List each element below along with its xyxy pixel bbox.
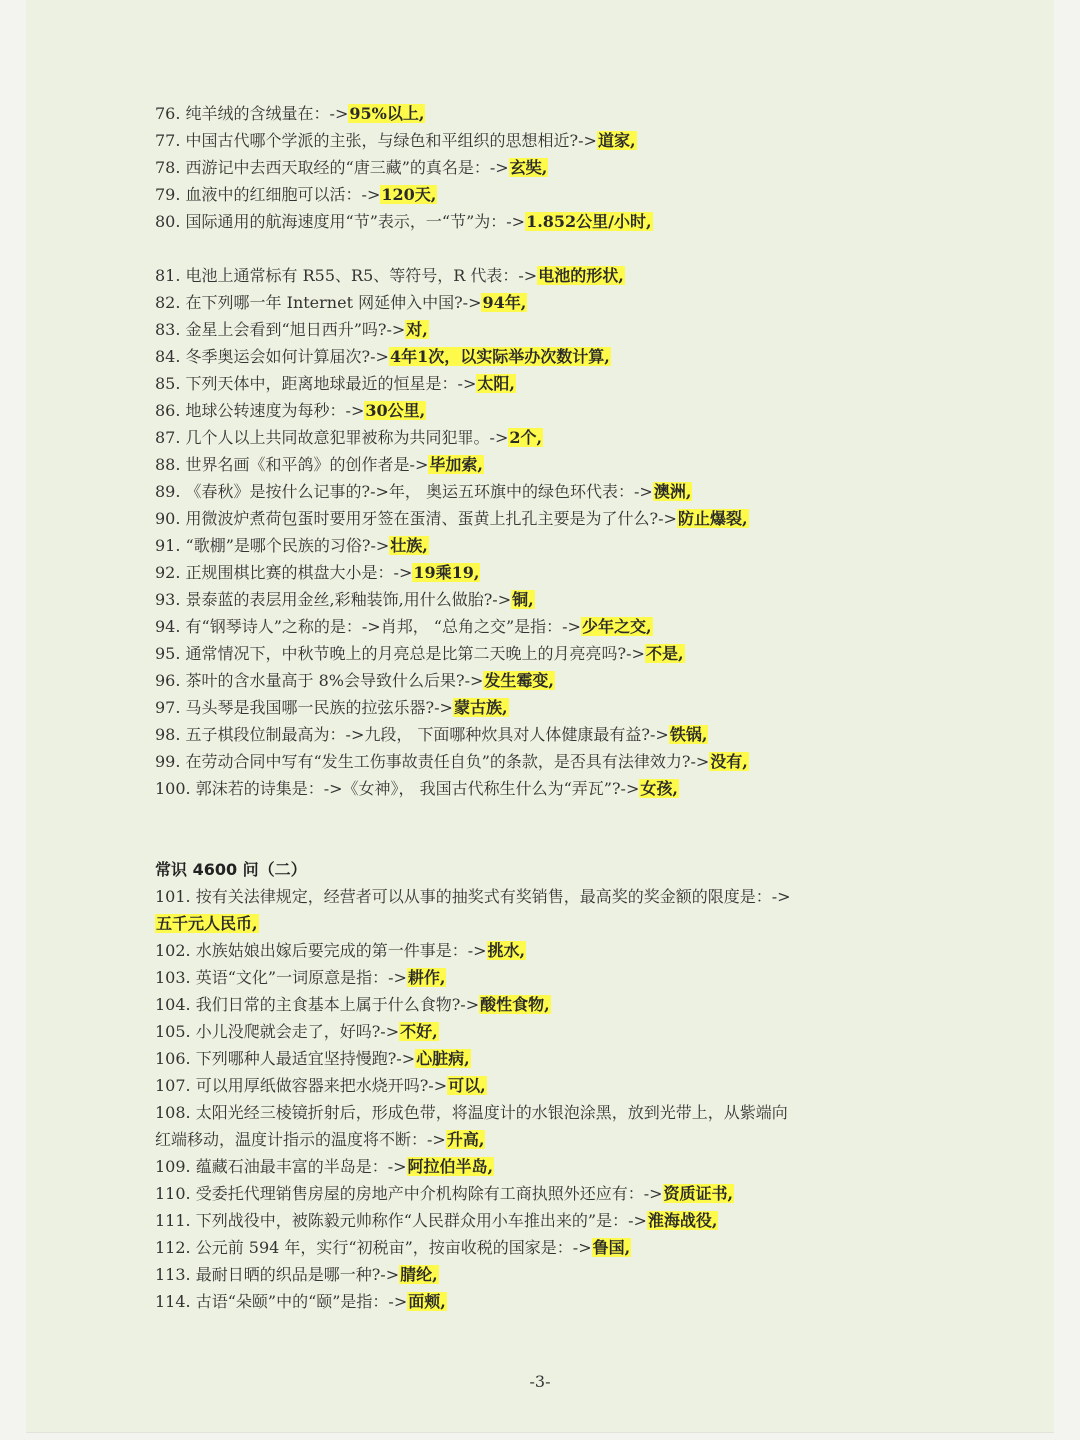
question-line: 100. 郭沫若的诗集是：->《女神》， 我国古代称生什么为“弄瓦”?->女孩,	[155, 779, 678, 798]
answer-highlight: 19乘19,	[413, 563, 480, 582]
question-line: 103. 英语“文化”一词原意是指：->耕作,	[155, 968, 446, 987]
answer-highlight: 酸性食物,	[480, 995, 550, 1014]
question-line: 92. 正规围棋比赛的棋盘大小是：->19乘19,	[155, 563, 480, 582]
answer-highlight: 2个,	[509, 428, 543, 447]
question-line: 95. 通常情况下，中秋节晚上的月亮总是比第二天晚上的月亮亮吗?->不是,	[155, 644, 684, 663]
answer-highlight: 不好,	[400, 1022, 438, 1041]
question-line: 78. 西游记中去西天取经的“唐三藏”的真名是：->玄奘,	[155, 158, 548, 177]
question-line: 85. 下列天体中，距离地球最近的恒星是：->太阳,	[155, 374, 515, 393]
question-line: 114. 古语“朵颐”中的“颐”是指：->面颊,	[155, 1292, 446, 1311]
answer-highlight: 升高,	[446, 1130, 485, 1149]
answer-highlight: 少年之交,	[581, 617, 652, 636]
answer-highlight: 对,	[406, 320, 428, 339]
question-line: 88. 世界名画《和平鸽》的创作者是->毕加索,	[155, 455, 483, 474]
answer-highlight: 可以,	[448, 1076, 486, 1095]
question-line: 113. 最耐日晒的织品是哪一种?->腈纶,	[155, 1265, 438, 1284]
question-line: 109. 蕴藏石油最丰富的半岛是：->阿拉伯半岛,	[155, 1157, 494, 1176]
question-line: 101. 按有关法律规定，经营者可以从事的抽奖式有奖销售，最高奖的奖金额的限度是：->	[155, 887, 791, 906]
section-heading: 常识 4600 问（二）	[155, 860, 307, 879]
answer-highlight: 阿拉伯半岛,	[407, 1157, 494, 1176]
question-line: 86. 地球公转速度为每秒：->30公里,	[155, 401, 426, 420]
answer-highlight: 30公里,	[365, 401, 426, 420]
answer-highlight: 五千元人民币,	[156, 914, 258, 933]
question-line: 106. 下列哪种人最适宜坚持慢跑?->心脏病,	[155, 1049, 470, 1068]
question-line: 104. 我们日常的主食基本上属于什么食物?->酸性食物,	[155, 995, 550, 1014]
question-line: 90. 用微波炉煮荷包蛋时要用牙签在蛋清、蛋黄上扎孔主要是为了什么?->防止爆裂,	[155, 509, 748, 528]
answer-highlight: 电池的形状,	[538, 266, 624, 285]
question-line: 82. 在下列哪一年 Internet 网延伸入中国?->94年,	[155, 293, 527, 312]
question-line: 105. 小儿没爬就会走了，好吗?->不好,	[155, 1022, 438, 1041]
question-line: 108. 太阳光经三棱镜折射后，形成色带，将温度计的水银泡涂黑，放到光带上，从紫端向	[155, 1103, 788, 1122]
answer-highlight: 太阳,	[477, 374, 515, 393]
question-line-continued: 红端移动，温度计指示的温度将不断：->升高,	[155, 1130, 485, 1149]
page-number: -3-	[529, 1372, 551, 1391]
question-line: 83. 金星上会看到“旭日西升”吗?->对,	[155, 320, 428, 339]
answer-highlight: 1.852公里/小时,	[526, 212, 652, 231]
question-line-continued	[155, 910, 895, 937]
answer-highlight: 蒙古族,	[453, 698, 508, 717]
question-line: 112. 公元前 594 年，实行“初税亩”，按亩收税的国家是：->鲁国,	[155, 1238, 631, 1257]
question-line: 93. 景泰蓝的表层用金丝,彩釉装饰,用什么做胎?->铜,	[155, 590, 534, 609]
answer-highlight: 没有,	[710, 752, 748, 771]
question-line: 81. 电池上通常标有 R55、R5、等符号，R 代表：->电池的形状,	[155, 266, 624, 285]
question-group-101-114	[155, 883, 895, 1315]
answer-highlight: 挑水,	[487, 941, 526, 960]
question-line: 102. 水族姑娘出嫁后要完成的第一件事是：->挑水,	[155, 941, 526, 960]
document-content	[155, 100, 895, 1315]
question-group-76-80	[155, 100, 895, 235]
answer-highlight: 发生霉变,	[484, 671, 554, 690]
question-line: 80. 国际通用的航海速度用“节”表示，一“节”为：->1.852公里/小时,	[155, 212, 652, 231]
answer-highlight: 澳洲,	[653, 482, 692, 501]
question-line: 91. “歌棚”是哪个民族的习俗?->壮族,	[155, 536, 428, 555]
question-line: 111. 下列战役中，被陈毅元帅称作“人民群众用小车推出来的”是：->淮海战役,	[155, 1211, 718, 1230]
answer-highlight: 120天,	[381, 185, 437, 204]
answer-highlight: 4年1次，以实际举办次数计算,	[389, 347, 610, 366]
answer-highlight: 淮海战役,	[647, 1211, 718, 1230]
question-line: 77. 中国古代哪个学派的主张，与绿色和平组织的思想相近?->道家,	[155, 131, 636, 150]
question-line: 98. 五子棋段位制最高为：->九段， 下面哪种炊具对人体健康最有益?->铁锅,	[155, 725, 708, 744]
answer-highlight: 壮族,	[390, 536, 428, 555]
answer-highlight: 腈纶,	[400, 1265, 438, 1284]
answer-highlight: 铜,	[512, 590, 534, 609]
answer-highlight: 心脏病,	[416, 1049, 470, 1068]
question-line: 84. 冬季奥运会如何计算届次?->4年1次，以实际举办次数计算,	[155, 347, 610, 366]
answer-highlight: 鲁国,	[592, 1238, 631, 1257]
answer-highlight: 玄奘,	[509, 158, 548, 177]
answer-highlight: 不是,	[645, 644, 684, 663]
answer-highlight: 资质证书,	[663, 1184, 734, 1203]
question-line: 99. 在劳动合同中写有“发生工伤事故责任自负”的条款，是否具有法律效力?->没有,	[155, 752, 748, 771]
answer-highlight: 94年,	[482, 293, 527, 312]
answer-highlight: 防止爆裂,	[677, 509, 748, 528]
answer-highlight: 毕加索,	[429, 455, 483, 474]
answer-highlight: 面颊,	[408, 1292, 446, 1311]
question-group-81-100	[155, 262, 895, 802]
question-line: 96. 茶叶的含水量高于 8%会导致什么后果?->发生霉变,	[155, 671, 554, 690]
question-line: 107. 可以用厚纸做容器来把水烧开吗?->可以,	[155, 1076, 486, 1095]
answer-highlight: 道家,	[597, 131, 636, 150]
question-line: 87. 几个人以上共同故意犯罪被称为共同犯罪。->2个,	[155, 428, 543, 447]
question-line: 79. 血液中的红细胞可以活：->120天,	[155, 185, 437, 204]
question-line: 76. 纯羊绒的含绒量在：->95%以上,	[155, 104, 425, 123]
question-line: 94. 有“钢琴诗人”之称的是：->肖邦， “总角之交”是指：->少年之交,	[155, 617, 652, 636]
answer-highlight: 女孩,	[640, 779, 678, 798]
answer-highlight: 95%以上,	[349, 104, 425, 123]
question-line: 97. 马头琴是我国哪一民族的拉弦乐器?->蒙古族,	[155, 698, 508, 717]
answer-highlight: 铁锅,	[669, 725, 708, 744]
answer-highlight: 耕作,	[407, 968, 446, 987]
question-line: 89. 《春秋》是按什么记事的?->年， 奥运五环旗中的绿色环代表：->澳洲,	[155, 482, 692, 501]
question-line: 110. 受委托代理销售房屋的房地产中介机构除有工商执照外还应有：->资质证书,	[155, 1184, 734, 1203]
